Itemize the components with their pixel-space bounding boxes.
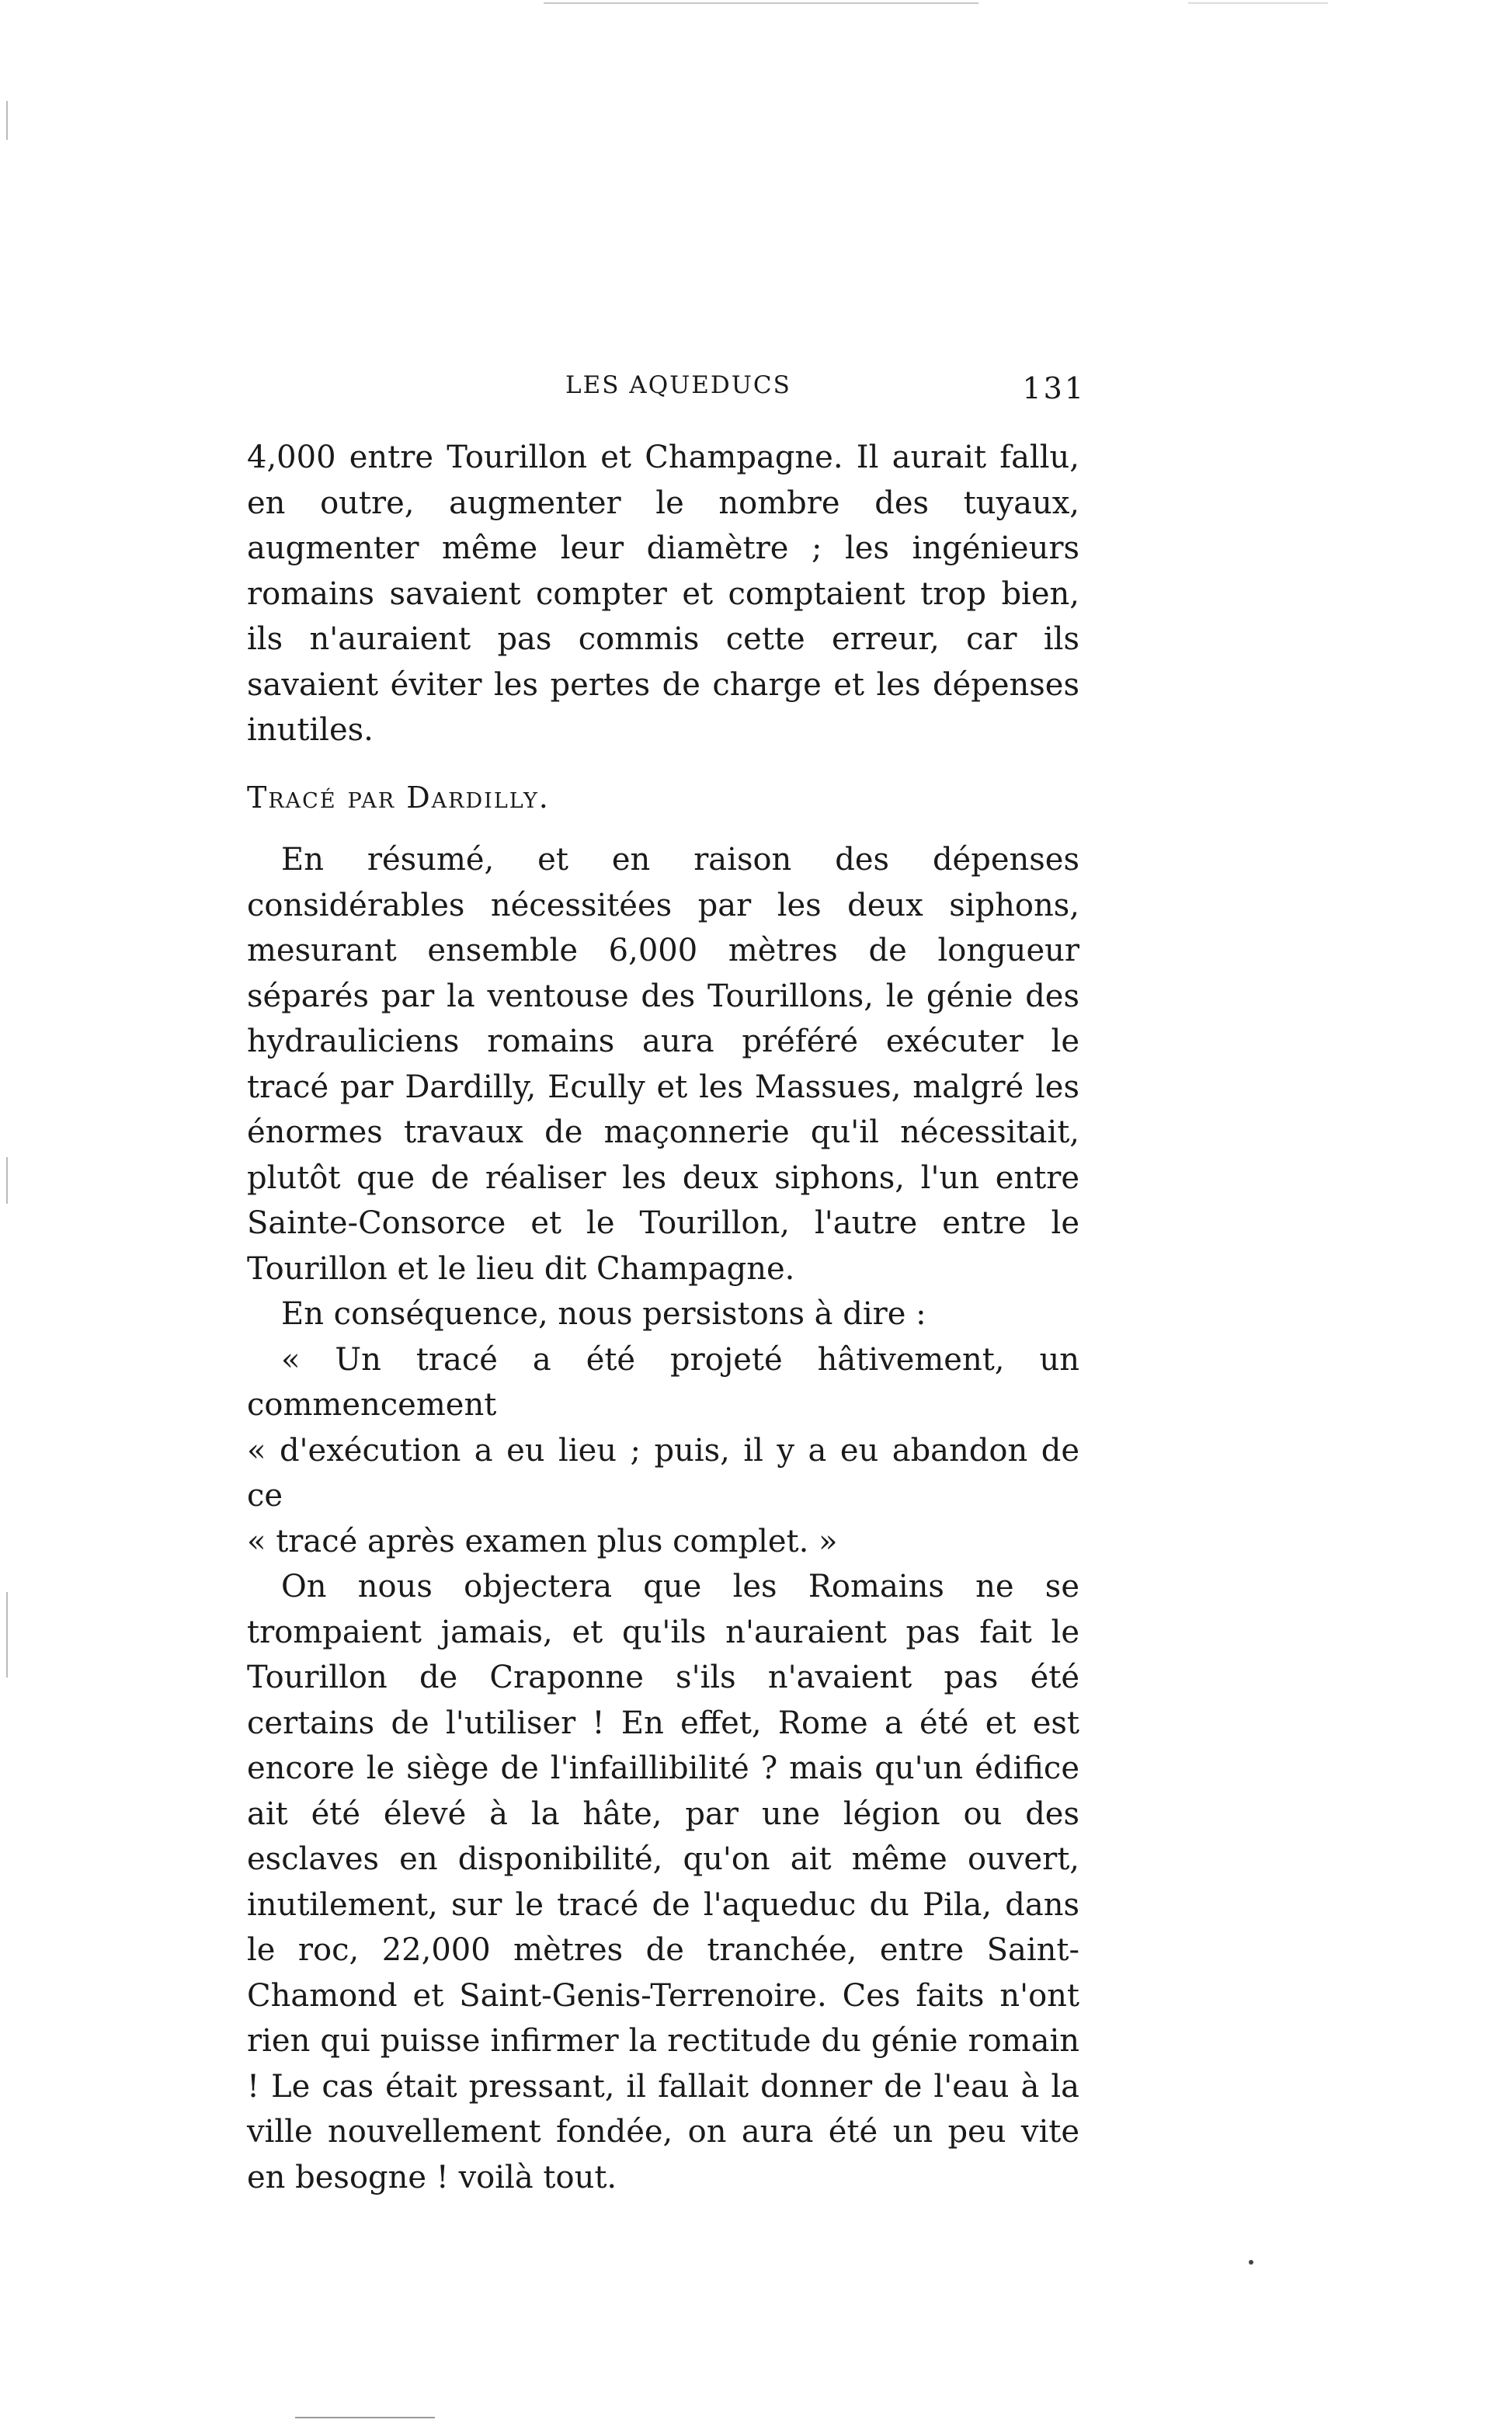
scan-margin-mark [6,1157,8,1204]
running-head: LES AQUEDUCS [565,371,791,399]
quote-line: « d'exécution a eu lieu ; puis, il y a eu abandon de ce [247,1432,1079,1514]
quote-line: « tracé après examen plus complet. » [247,1523,838,1559]
paragraph: En résumé, et en raison des dépenses considérables nécessitées par les deux siphons, mesurant ensemble 6,000 mètres de longueur séparés par la ventouse des Tourillons, le génie des hydrauliciens romains aura préféré exécuter le tracé par Dardilly, Ecully et les Massues, malgré les énormes travaux de maçonnerie qu'il nécessitait, plutôt que de réaliser les deux siphons, l'un entre Sainte-Consorce et le Tourillon, l'autre entre le Tourillon et le lieu dit Champagne. [247,842,1079,1287]
paragraph: On nous objectera que les Romains ne se trompaient jamais, et qu'ils n'auraient pas fait le Tourillon de Craponne s'ils n'avaient pas été certains de l'utiliser ! En effet, Rome a été et est encore le siège de l'infaillibilité ? mais qu'un édifice ait été élevé à la hâte, par une légion ou des esclaves en disponibilité, qu'on ait même ouvert, inutilement, sur le tracé de l'aqueduc du Pila, dans le roc, 22,000 mètres de tranchée, entre Saint-Chamond et Saint-Genis-Terrenoire. Ces faits n'ont rien qui puisse infirmer la rectitude du génie romain ! Le cas était pressant, il fallait donner de l'eau à la ville nouvellement fondée, on aura été un peu vite en besogne ! voilà tout. [247,1569,1079,2195]
scan-edge-mark [295,2417,435,2418]
paragraph: En conséquence, nous persistons à dire : [281,1296,926,1332]
scan-margin-mark [6,1592,8,1677]
paragraph: 4,000 entre Tourillon et Champagne. Il aurait fallu, en outre, augmenter le nombre des tuyaux, augmenter même leur diamètre ; les ingénieurs romains savaient compter et comptaient trop bien, ils n'auraient pas commis cette erreur, car ils savaient éviter les pertes de charge et les dépenses inutiles. [247,440,1079,748]
section-heading: Tracé par Dardilly. [247,780,550,815]
quote-line: « Un tracé a été projeté hâtivement, un commencement [247,1341,1079,1423]
page-body [247,435,1079,2200]
scan-margin-mark [6,101,8,140]
scan-edge-mark [1188,2,1328,4]
scan-speck [1249,2260,1253,2265]
scan-edge-mark [544,2,978,4]
page-header [247,371,1086,410]
page-number: 131 [1022,371,1086,405]
